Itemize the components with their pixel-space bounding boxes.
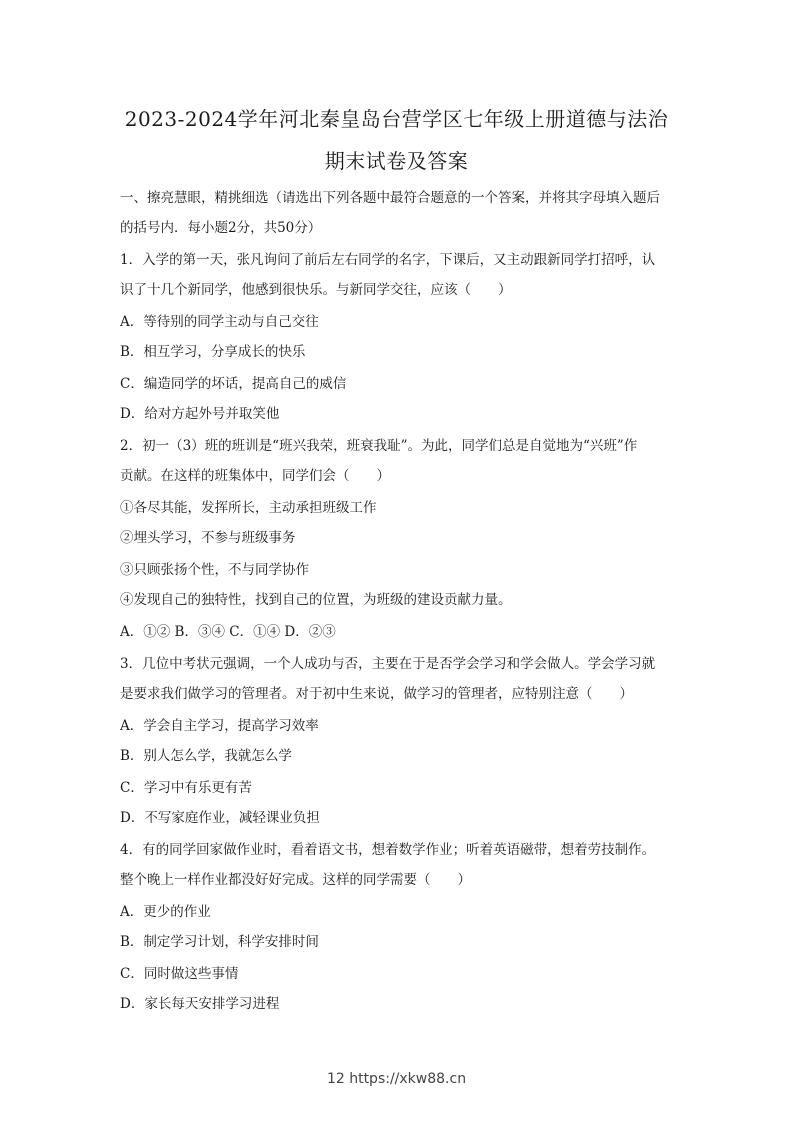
question-4-stem-line-1: 4．有的同学回家做作业时，看着语文书，想着数学作业；听着英语磁带，想着劳技制作。 (120, 842, 656, 858)
question-1-stem-line-1: 1．入学的第一天，张凡询问了前后左右同学的名字，下课后，又主动跟新同学打招呼，认 (120, 252, 656, 268)
question-3-option-b: B．别人怎么学，我就怎么学 (120, 748, 292, 764)
question-4-option-a: A．更少的作业 (120, 904, 211, 920)
question-2-stem-line-1: 2．初一（3）班的班训是“班兴我荣，班衰我耻”。为此，同学们总是自觉地为“兴班”作 (120, 438, 638, 454)
question-1-option-b: B．相互学习，分享成长的快乐 (120, 344, 306, 360)
question-3-option-d: D．不写家庭作业，减轻课业负担 (120, 810, 320, 826)
question-3-stem-line-1: 3．几位中考状元强调，一个人成功与否，主要在于是否学会学习和学会做人。学会学习就 (120, 656, 656, 672)
document-title-line-2: 期末试卷及答案 (324, 149, 469, 173)
question-2-statement-2: ②埋头学习，不参与班级事务 (120, 530, 296, 546)
document-title-line-1: 2023-2024学年河北秦皇岛台营学区七年级上册道德与法治 (124, 107, 669, 131)
question-4-option-b: B．制定学习计划，科学安排时间 (120, 934, 319, 950)
section-heading-line-2: 的括号内．每小题2分，共50分） (120, 220, 322, 236)
question-2-statement-4: ④发现自己的独特性，找到自己的位置，为班级的建设贡献力量。 (120, 592, 512, 608)
question-2-options: A．①② B．③④ C．①④ D．②③ (120, 624, 336, 640)
question-4-stem-line-2: 整个晚上一样作业都没好好完成。这样的同学需要（ ） (120, 872, 471, 888)
page-footer[interactable]: 12 https://xkw88.cn (326, 1071, 467, 1087)
question-1-option-d: D．给对方起外号并取笑他 (120, 406, 280, 422)
question-3-option-a: A．学会自主学习，提高学习效率 (120, 718, 319, 734)
question-2-stem-line-2: 贡献。在这样的班集体中，同学们会（ ） (120, 468, 390, 484)
question-1-option-a: A．等待别的同学主动与自己交往 (120, 314, 319, 330)
question-3-stem-line-2: 是要求我们做学习的管理者。对于初中生来说，做学习的管理者，应特别注意（ ） (120, 686, 633, 702)
question-4-option-d: D．家长每天安排学习进程 (120, 996, 280, 1012)
question-2-statement-3: ③只顾张扬个性，不与同学协作 (120, 562, 309, 578)
question-2-statement-1: ①各尽其能，发挥所长，主动承担班级工作 (120, 500, 377, 516)
section-heading-line-1: 一、擦亮慧眼，精挑细选（请选出下列各题中最符合题意的一个答案，并将其字母填入题后 (120, 190, 660, 206)
question-4-option-c: C．同时做这些事情 (120, 966, 239, 982)
question-3-option-c: C．学习中有乐更有苦 (120, 780, 252, 796)
question-1-stem-line-2: 识了十几个新同学，他感到很快乐。与新同学交往，应该（ ） (120, 282, 512, 298)
question-1-option-c: C．编造同学的坏话，提高自己的威信 (120, 376, 347, 392)
